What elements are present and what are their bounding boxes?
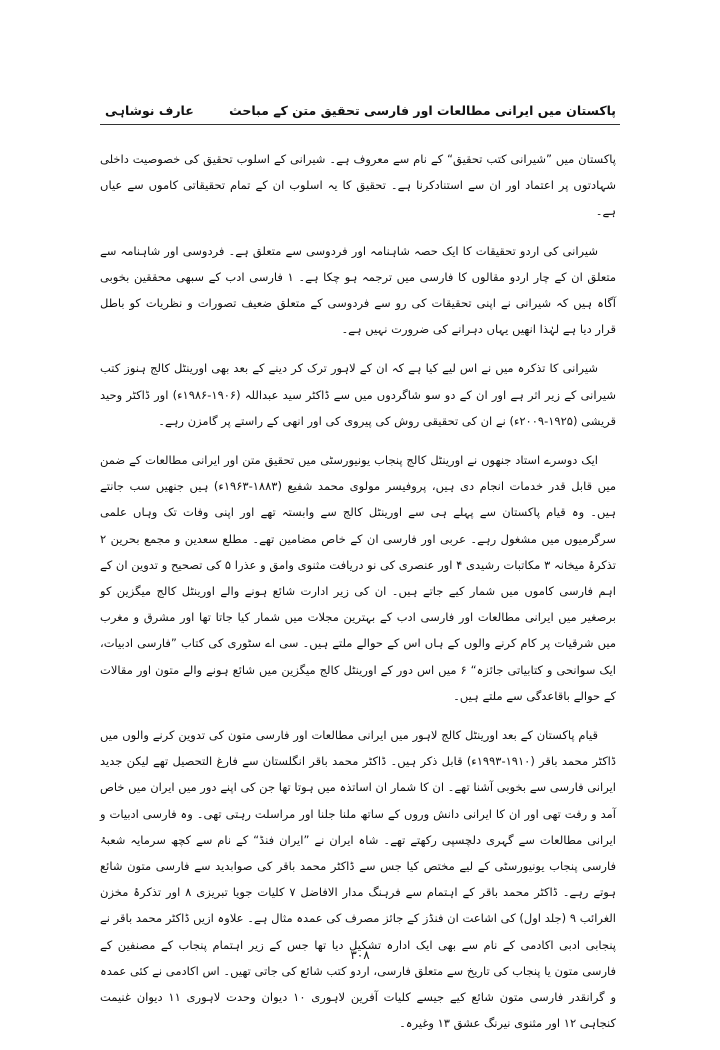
- running-header-title: پاکستان میں ایرانی مطالعات اور فارسی تحقیق متن کے مباحث: [229, 103, 616, 118]
- paragraph-2: شیرانی کی اردو تحقیقات کا ایک حصہ شاہنامہ اور فردوسی سے متعلق ہے۔ فردوسی اور شاہنامہ سے متعلق ان کے چار اردو مقالوں کا فارسی میں ترجمہ ہو چکا ہے۔ ۱ فارسی ادب کے سبھی محققین بخوبی آگاہ ہیں کہ شیرانی نے اپنی تحقیقات کی رو سے فردوسی کے متعلق ضعیف تصورات و نظریات کو باطل قرار دیا ہے لہٰذا انھیں یہاں دہرانے کی ضرورت نہیں ہے۔: [100, 243, 616, 337]
- running-header-author: عارف نوشاہی: [105, 103, 194, 118]
- paragraph-3: شیرانی کا تذکرہ میں نے اس لیے کیا ہے کہ ان کے لاہور ترک کر دینے کے بعد بھی اورینٹل کالج ہنوز کتب شیرانی کے زیر اثر ہے اور ان کے دو سو شاگردوں میں سے ڈاکٹر سید عبداللہ (۱۹۰۶-۱۹۸۶ء) اور ڈاکٹر وحید قریشی (۱۹۲۵-۲۰۰۹ء) نے ان کی تحقیقی روش کی پیروی کی اور انھی کے راستے پر گامزن رہے۔: [100, 361, 616, 428]
- paragraph-5: قیام پاکستان کے بعد اورینٹل کالج لاہور میں ایرانی مطالعات اور فارسی متون کی تدوین کرنے والوں میں ڈاکٹر محمد باقر (۱۹۱۰-۱۹۹۳ء) قابل ذکر ہیں۔ ڈاکٹر محمد باقر انگلستان سے فارغ التحصیل تھے لیکن جدید ایرانی فارسی سے بخوبی آشنا تھے۔ ان کا شمار ان اساتذہ میں ہوتا تھا جن کی اپنے دور میں ایران میں خاص آمد و رفت تھی اور ان کا ایرانی دانش وروں کے ساتھ ملنا جلنا اور مراسلت رہتی تھی۔ وہ فارسی ادبیات و ایرانی مطالعات سے گہری دلچسپی رکھتے تھے۔ شاہ ایران نے ”ایران فنڈ“ کے نام سے کچھ سرمایہ شعبۂ فارسی پنجاب یونیورسٹی کے لیے مختص کیا جس سے ڈاکٹر محمد باقر کی صوابدید سے فارسی متون شائع ہوتے رہے۔ ڈاکٹر محمد باقر کے اہتمام سے فرہنگ مدار الافاضل ۷ کلیات جویا تبریزی ۸ اور تذکرۂ مخزن الغرائب ۹ (جلد اول) کی اشاعت ان فنڈز کے جائز مصرف کی عمدہ مثال ہے۔ علاوہ ازیں ڈاکٹر محمد باقر نے پنجابی ادبی اکادمی کے نام سے بھی ایک ادارہ تشکیل دیا تھا جس کے زیر اہتمام پنجاب کے مصنفین کے فارسی متون یا پنجاب کی تاریخ سے متعلق فارسی، اردو کتب شائع کی جاتی تھیں۔ اس اکادمی نے کئی عمدہ و گرانقدر فارسی متون شائع کیے جیسے کلیات آفرین لاہوری ۱۰ دیوان وحدت لاہوری ۱۱ دیوان غنیمت کنجاہی ۱۲ اور مثنوی نیرنگ عشق ۱۳ وغیرہ۔: [100, 728, 617, 1031]
- header-divider: [100, 124, 620, 125]
- paragraph-1: پاکستان میں ”شیرانی کتب تحقیق“ کے نام سے معروف ہے۔ شیرانی کے اسلوب تحقیق کی خصوصیت داخلی شہادتوں پر اعتماد اور ان سے استنادکرنا ہے۔ تحقیق کا یہ اسلوب ان کے تمام تحقیقاتی کاموں سے عیاں ہے۔: [100, 152, 616, 219]
- paragraph-4: ایک دوسرے استاد جنھوں نے اورینٹل کالج پنجاب یونیورسٹی میں تحقیق متن اور ایرانی مطالعات کے ضمن میں قابل قدر خدمات انجام دی ہیں، پروفیسر مولوی محمد شفیع (۱۸۸۳-۱۹۶۳ء) ہیں جنھیں سب جانتے ہیں۔ وہ قیام پاکستان سے پہلے ہی سے اورینٹل کالج سے وابستہ تھے اور اپنی وفات تک وہاں علمی سرگرمیوں میں مشغول رہے۔ عربی اور فارسی ان کے خاص مضامین تھے۔ مطلع سعدین و مجمع بحرین ۲ تذکرۂ میخانہ ۳ مکاتبات رشیدی ۴ اور عنصری کی نو دریافت مثنوی وامق و عذرا ۵ کی تصحیح و تدوین ان کے اہم فارسی کاموں میں شمار کیے جاتے ہیں۔ ان کی زیر ادارت شائع ہونے والے اورینٹل کالج میگزین کو برصغیر میں ایرانی مطالعات اور فارسی ادب کے بہترین مجلات میں شمار کیا جاتا تھا اور مشرق و مغرب میں شرقیات پر کام کرنے والوں کے ہاں اس کے حوالے ملتے ہیں۔ سی اے سٹوری کی کتاب ”فارسی ادبیات، ایک سوانحی و کتابیاتی جائزہ“ ۶ میں اس دور کے اورینٹل کالج میگزین میں شائع ہونے والے متون اور مقالات کے حوالے باقاعدگی سے ملتے ہیں۔: [100, 453, 617, 703]
- body-text: [100, 146, 616, 1050]
- page-number: ۳۰۸: [350, 948, 370, 962]
